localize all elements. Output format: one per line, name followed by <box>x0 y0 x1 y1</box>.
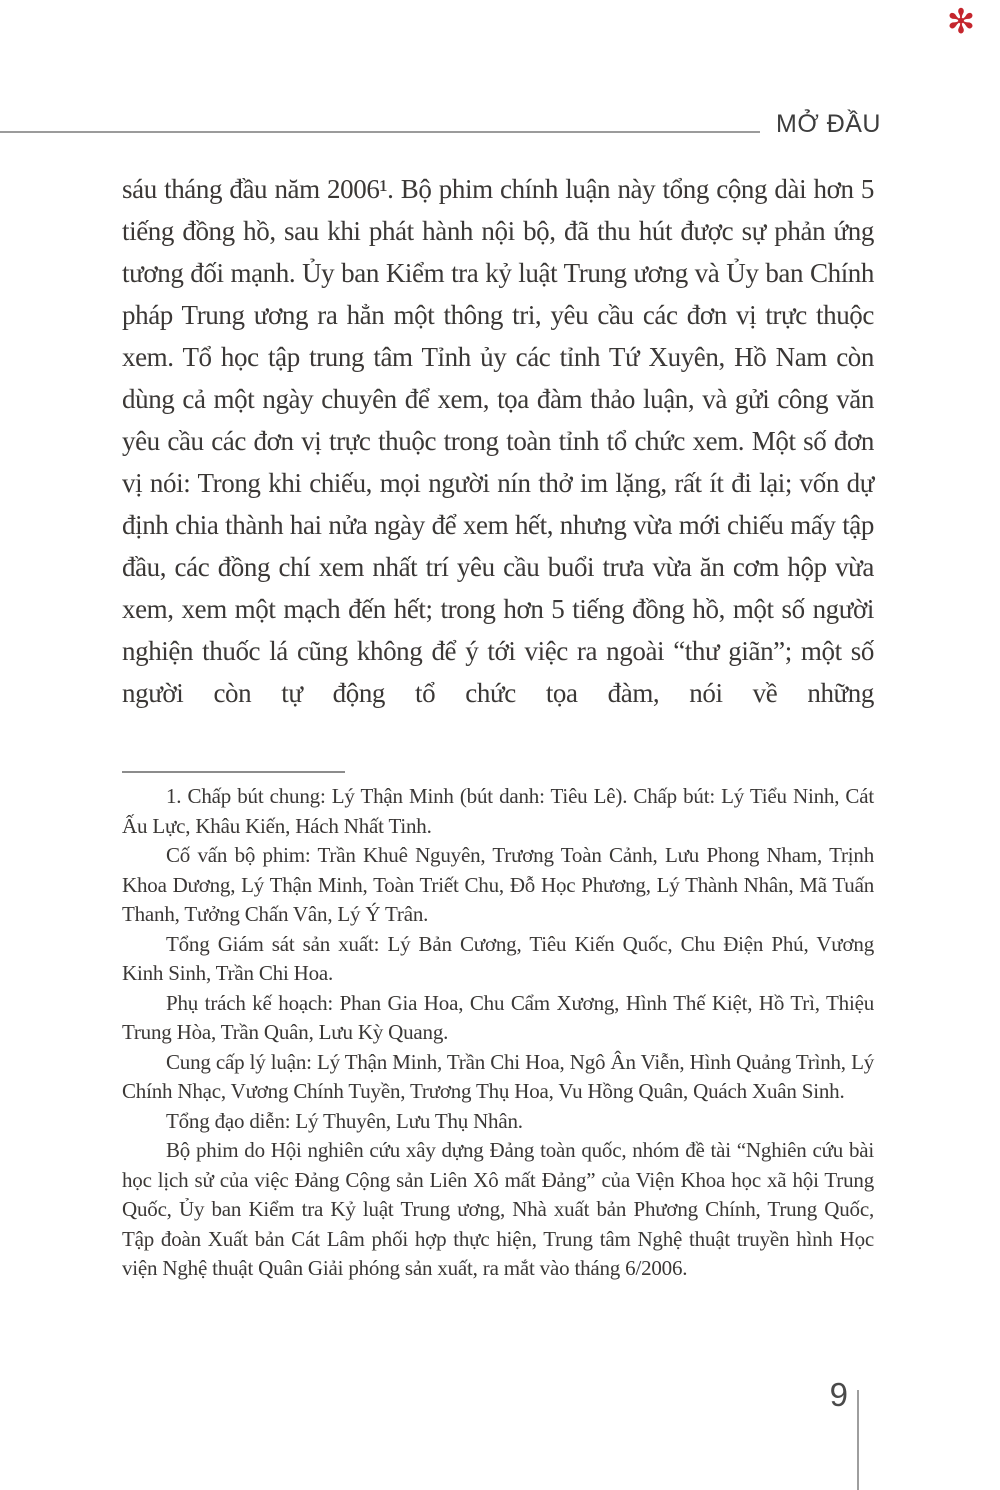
footnote-paragraph: Tổng đạo diễn: Lý Thuyên, Lưu Thụ Nhân. <box>166 1108 523 1133</box>
page-number: 9 <box>829 1376 848 1413</box>
footnote-paragraph: Cố vấn bộ phim: Trần Khuê Nguyên, Trương Toàn Cảnh, Lưu Phong Nham, Trịnh Khoa Dương, Lý Thận Minh, Toàn Triết Chu, Đỗ Học Phương, Lý Thành Nhân, Mã Tuấn Thanh, Tưởng Chấn Vân, Lý Ý Trân. <box>122 843 874 926</box>
footnotes-block <box>122 782 874 1284</box>
body-paragraph: sáu tháng đầu năm 2006¹. Bộ phim chính luận này tổng cộng dài hơn 5 tiếng đồng hồ, sau khi phát hành nội bộ, đã thu hút được sự phản ứng tương đối mạnh. Ủy ban Kiểm tra kỷ luật Trung ương và Ủy ban Chính pháp Trung ương ra hẳn một thông tri, yêu cầu các đơn vị trực thuộc xem. Tổ học tập trung tâm Tỉnh ủy các tỉnh Tứ Xuyên, Hồ Nam còn dùng cả một ngày chuyên để xem, tọa đàm thảo luận, và gửi công văn yêu cầu các đơn vị trực thuộc trong toàn tỉnh tổ chức xem. Một số đơn vị nói: Trong khi chiếu, mọi người nín thở im lặng, rất ít đi lại; vốn dự định chia thành hai nửa ngày để xem hết, nhưng vừa mới chiếu mấy tập đầu, các đồng chí xem nhất trí yêu cầu buổi trưa vừa ăn cơm hộp vừa xem, xem một mạch đến hết; trong hơn 5 tiếng đồng hồ, một số người nghiện thuốc lá cũng không để ý tới việc ra ngoài “thư giãn”; một số người còn tự động tổ chức tọa đàm, nói về những <box>122 174 874 708</box>
header-rule <box>0 131 760 133</box>
footer-rule <box>857 1390 859 1490</box>
footnote-paragraph: Tổng Giám sát sản xuất: Lý Bản Cương, Tiêu Kiến Quốc, Chu Điện Phú, Vương Kinh Sinh, Trần Chi Hoa. <box>122 931 874 985</box>
footnote-separator <box>122 771 345 773</box>
running-header-title: MỞ ĐẦU <box>776 110 881 138</box>
footnote-paragraph: Cung cấp lý luận: Lý Thận Minh, Trần Chi Hoa, Ngô Ân Viễn, Hình Quảng Trình, Lý Chính Nhạc, Vương Chính Tuyền, Trương Thụ Hoa, Vu Hồng Quân, Quách Xuân Sinh. <box>122 1049 874 1103</box>
footnote-paragraph: Phụ trách kế hoạch: Phan Gia Hoa, Chu Cẩm Xương, Hình Thế Kiệt, Hồ Trì, Thiệu Trung Hòa, Trần Quân, Lưu Kỳ Quang. <box>122 990 874 1044</box>
flower-asterisk-icon: ✻ <box>946 2 976 42</box>
footnote-paragraph: Bộ phim do Hội nghiên cứu xây dựng Đảng toàn quốc, nhóm đề tài “Nghiên cứu bài học lịch sử của việc Đảng Cộng sản Liên Xô mất Đảng” của Viện Khoa học xã hội Trung Quốc, Ủy ban Kiểm tra Kỷ luật Trung ương, Nhà xuất bản Phương Chính, Trung Quốc, Tập đoàn Xuất bản Cát Lâm phối hợp thực hiện, Trung tâm Nghệ thuật truyền hình Học viện Nghệ thuật Quân Giải phóng sản xuất, ra mắt vào tháng 6/2006. <box>122 1138 874 1280</box>
footnote-paragraph: 1. Chấp bút chung: Lý Thận Minh (bút danh: Tiêu Lê). Chấp bút: Lý Tiểu Ninh, Cát Ấu Lực, Khâu Kiến, Hách Nhất Tinh. <box>122 784 874 838</box>
body-text-block <box>122 168 874 714</box>
